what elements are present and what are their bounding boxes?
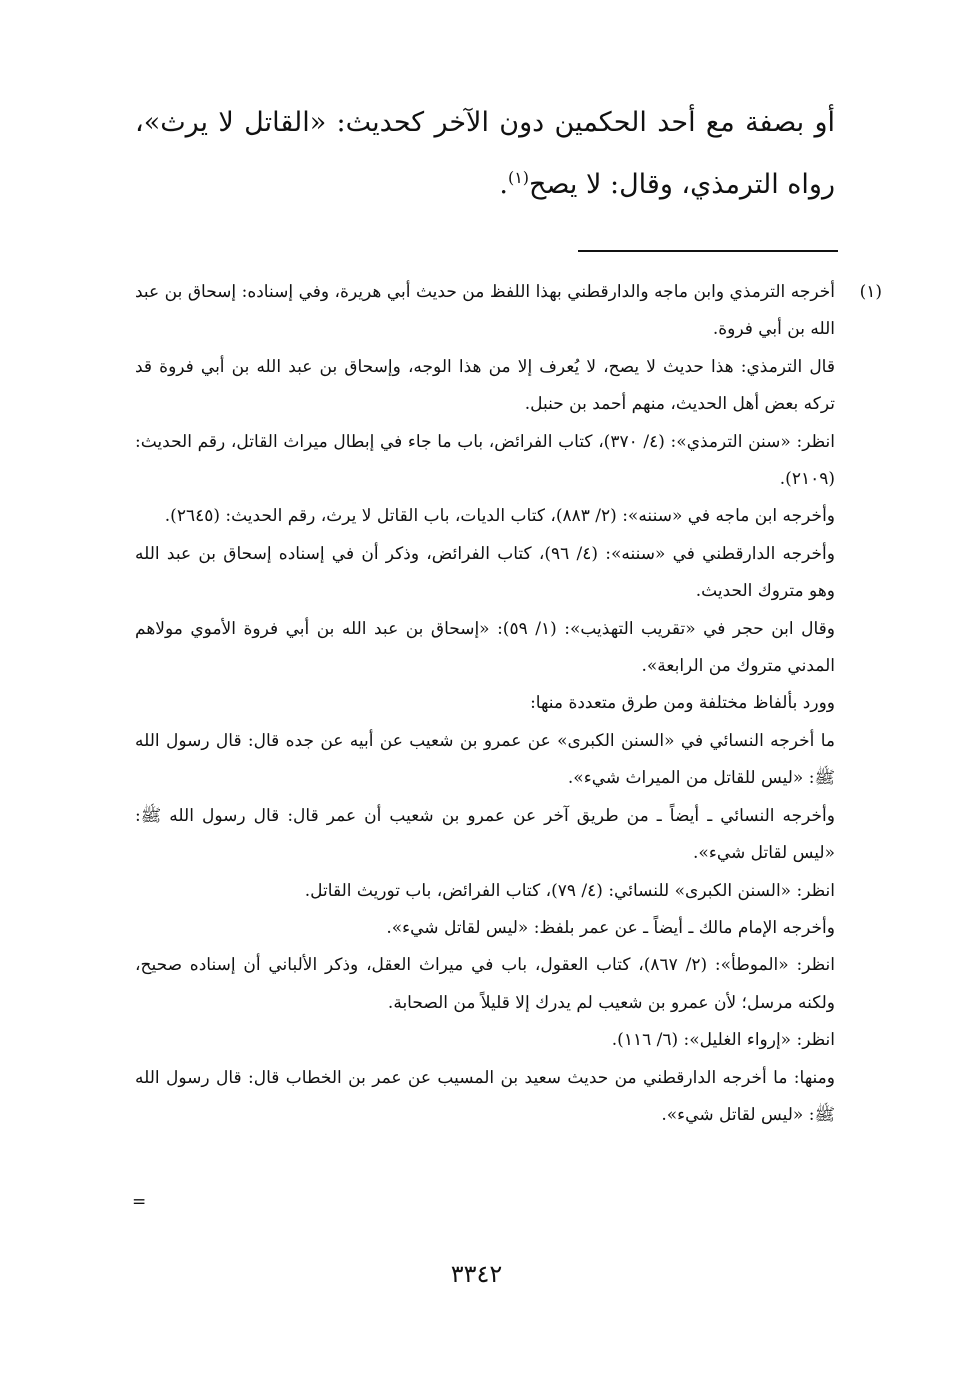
footnote-paragraph: انظر: «سنن الترمذي»: (٤/ ٣٧٠)، كتاب الفرائض، باب ما جاء في إبطال ميراث القاتل، رقم الحديث: (٢١٠٩). <box>135 431 835 490</box>
main-text <box>135 92 835 216</box>
continuation-mark: = <box>132 1192 147 1212</box>
footnotes <box>135 274 882 1134</box>
footnote-paragraph: وأخرجه الإمام مالك ـ أيضاً ـ عن عمر بلفظ: «ليس لقاتل شيء». <box>386 917 835 938</box>
footnote-paragraph: ما أخرجه النسائي في «السنن الكبرى» عن عمرو بن شعيب عن أبيه عن جده قال: قال رسول الله ﷺ: «ليس للقاتل من الميراث شيء». <box>135 730 835 789</box>
footnote-paragraph: وأخرجه ابن ماجه في «سننه»: (٢/ ٨٨٣)، كتاب الديات، باب القاتل لا يرث، رقم الحديث: (٢٦٤٥). <box>164 506 835 527</box>
footnote-number: (١) <box>859 282 882 302</box>
page-number: ٣٣٤٢ <box>450 1260 503 1288</box>
footnote-paragraph: انظر: «الموطأ»: (٢/ ٨٦٧)، كتاب العقول، باب في ميراث العقل، وذكر الألباني أن إسناده صحيح، ولكنه مرسل؛ لأن عمرو بن شعيب لم يدرك إلا قليلاً من الصحابة. <box>135 955 835 1013</box>
footnote-separator <box>578 250 838 252</box>
footnote-reference[interactable]: (١) <box>507 168 530 187</box>
footnote-paragraph: أخرجه الترمذي وابن ماجه والدارقطني بهذا اللفظ من حديث أبي هريرة، وفي إسناده: إسحاق بن عبد الله بن أبي فروة. <box>135 282 835 340</box>
footnote-paragraph: ومنها: ما أخرجه الدارقطني من حديث سعيد بن المسيب عن عمر بن الخطاب قال: قال رسول الله ﷺ: «ليس لقاتل شيء». <box>135 1067 835 1125</box>
footnote-paragraph: وورد بألفاظ مختلفة ومن طرق متعددة منها: <box>530 693 835 714</box>
footnote-paragraph: وأخرجه الدارقطني في «سننه»: (٤/ ٩٦)، كتاب الفرائض، وذكر أن في إسناده إسحاق بن عبد الله وهو متروك الحديث. <box>135 543 835 602</box>
footnote-paragraph: وأخرجه النسائي ـ أيضاً ـ من طريق آخر عن عمرو بن شعيب أن عمر قال: قال رسول الله ﷺ: «ليس لقاتل شيء». <box>135 805 835 864</box>
footnote-paragraph: وقال ابن حجر في «تقريب التهذيب»: (١/ ٥٩): «إسحاق بن عبد الله بن أبي فروة الأموي مولاهم المدني متروك من الرابعة». <box>135 618 836 677</box>
footnote-paragraph: قال الترمذي: هذا حديث لا يصح، لا يُعرف إلا من هذا الوجه، وإسحاق بن عبد الله بن أبي فروة قد تركه بعض أهل الحديث، منهم أحمد بن حنبل. <box>135 356 835 415</box>
main-paragraph: أو بصفة مع أحد الحكمين دون الآخر كحديث: «القاتل لا يرث»، رواه الترمذي، وقال: لا يصح <box>135 107 835 200</box>
footnote-paragraph: انظر: «إرواء الغليل»: (٦/ ١١٦). <box>611 1030 835 1051</box>
footnote-paragraph: انظر: «السنن الكبرى» للنسائي: (٤/ ٧٩)، كتاب الفرائض، باب توريث القاتل. <box>304 880 835 901</box>
main-paragraph-end: . <box>499 169 508 200</box>
